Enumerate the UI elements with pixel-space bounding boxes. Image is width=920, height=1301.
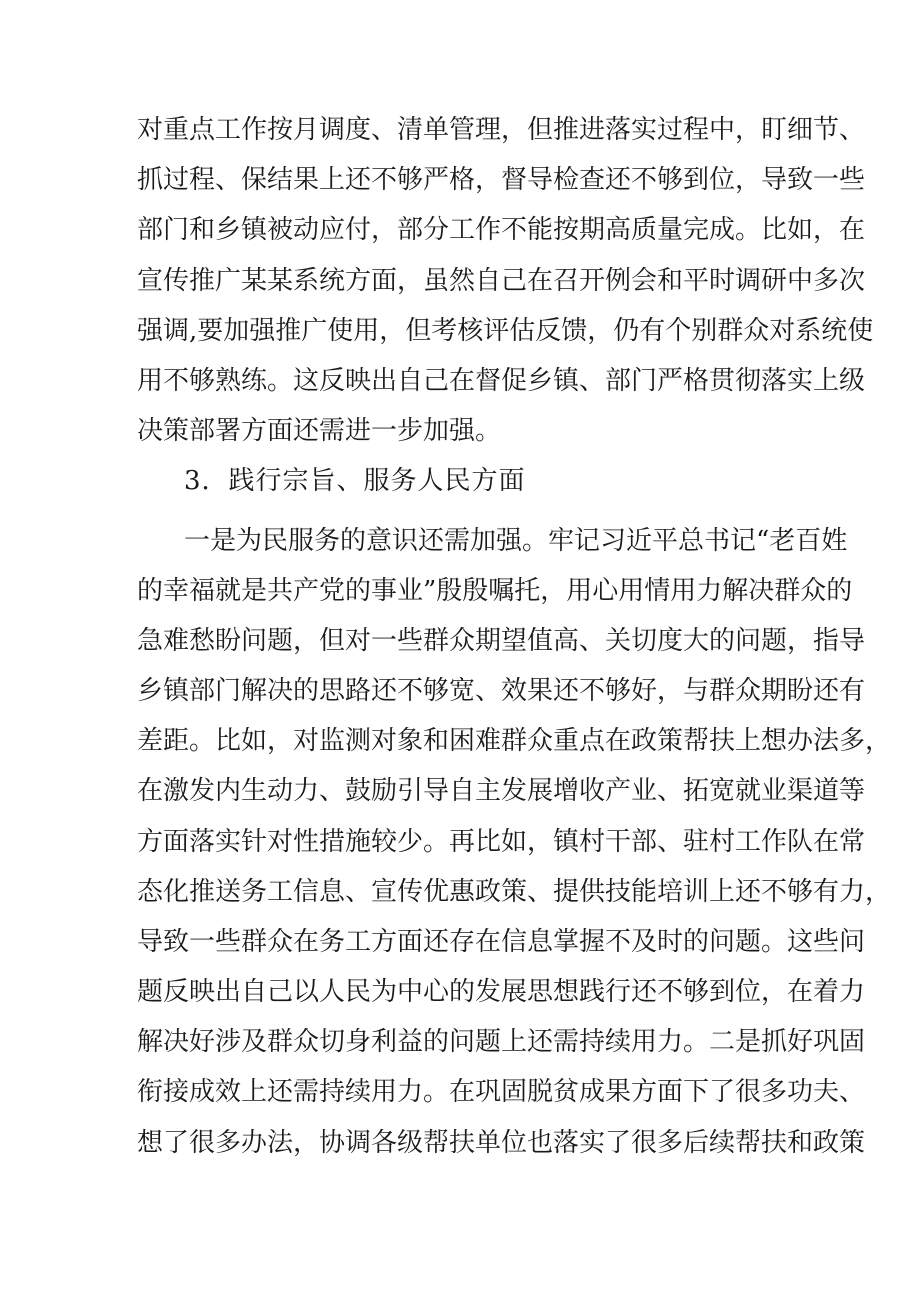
paragraph-2-line-6: 在激发内生动力、鼓励引导自主发展增收产业、拓宽就业渠道等	[137, 776, 866, 806]
paragraph-2-line-1: 一是为民服务的意识还需加强。牢记习近平总书记“老百姓	[184, 526, 848, 556]
paragraph-2-line-4: 乡镇部门解决的思路还不够宽、效果还不够好，与群众期盼还有	[137, 676, 866, 706]
paragraph-2-line-9: 导致一些群众在务工方面还存在信息掌握不及时的问题。这些问	[137, 927, 866, 957]
paragraph-2-line-8: 态化推送务工信息、宣传优惠政策、提供技能培训上还不够有力，	[137, 877, 892, 907]
paragraph-1-line-7: 决策部署方面还需进一步加强。	[137, 416, 502, 446]
paragraph-1-line-4: 宣传推广某某系统方面，虽然自己在召开例会和平时调研中多次	[137, 266, 866, 296]
paragraph-1-line-3: 部门和乡镇被动应付，部分工作不能按期高质量完成。比如，在	[137, 215, 866, 245]
paragraph-2-line-13: 想了很多办法，协调各级帮扶单位也落实了很多后续帮扶和政策	[137, 1128, 866, 1158]
paragraph-2-line-10: 题反映出自己以人民为中心的发展思想践行还不够到位，在着力	[137, 977, 866, 1007]
paragraph-2-line-3: 急难愁盼问题，但对一些群众期望值高、关切度大的问题，指导	[137, 626, 866, 656]
paragraph-1-line-5: 强调,要加强推广使用，但考核评估反馈，仍有个别群众对系统使	[137, 316, 874, 346]
paragraph-2-line-12: 衔接成效上还需持续用力。在巩固脱贫成果方面下了很多功夫、	[137, 1077, 866, 1107]
paragraph-1-line-2: 抓过程、保结果上还不够严格，督导检查还不够到位，导致一些	[137, 165, 866, 195]
paragraph-1-line-1: 对重点工作按月调度、清单管理，但推进落实过程中，盯细节、	[137, 115, 866, 145]
paragraph-2-line-5: 差距。比如，对监测对象和困难群众重点在政策帮扶上想办法多，	[137, 726, 892, 756]
section-heading-3: 3．践行宗旨、服务人民方面	[184, 466, 526, 496]
paragraph-2-line-2: 的幸福就是共产党的事业”殷殷嘱托，用心用情用力解决群众的	[137, 576, 853, 606]
paragraph-2-line-11: 解决好涉及群众切身利益的问题上还需持续用力。二是抓好巩固	[137, 1027, 866, 1057]
paragraph-1-line-6: 用不够熟练。这反映出自己在督促乡镇、部门严格贯彻落实上级	[137, 366, 866, 396]
paragraph-2-line-7: 方面落实针对性措施较少。再比如，镇村干部、驻村工作队在常	[137, 827, 866, 857]
